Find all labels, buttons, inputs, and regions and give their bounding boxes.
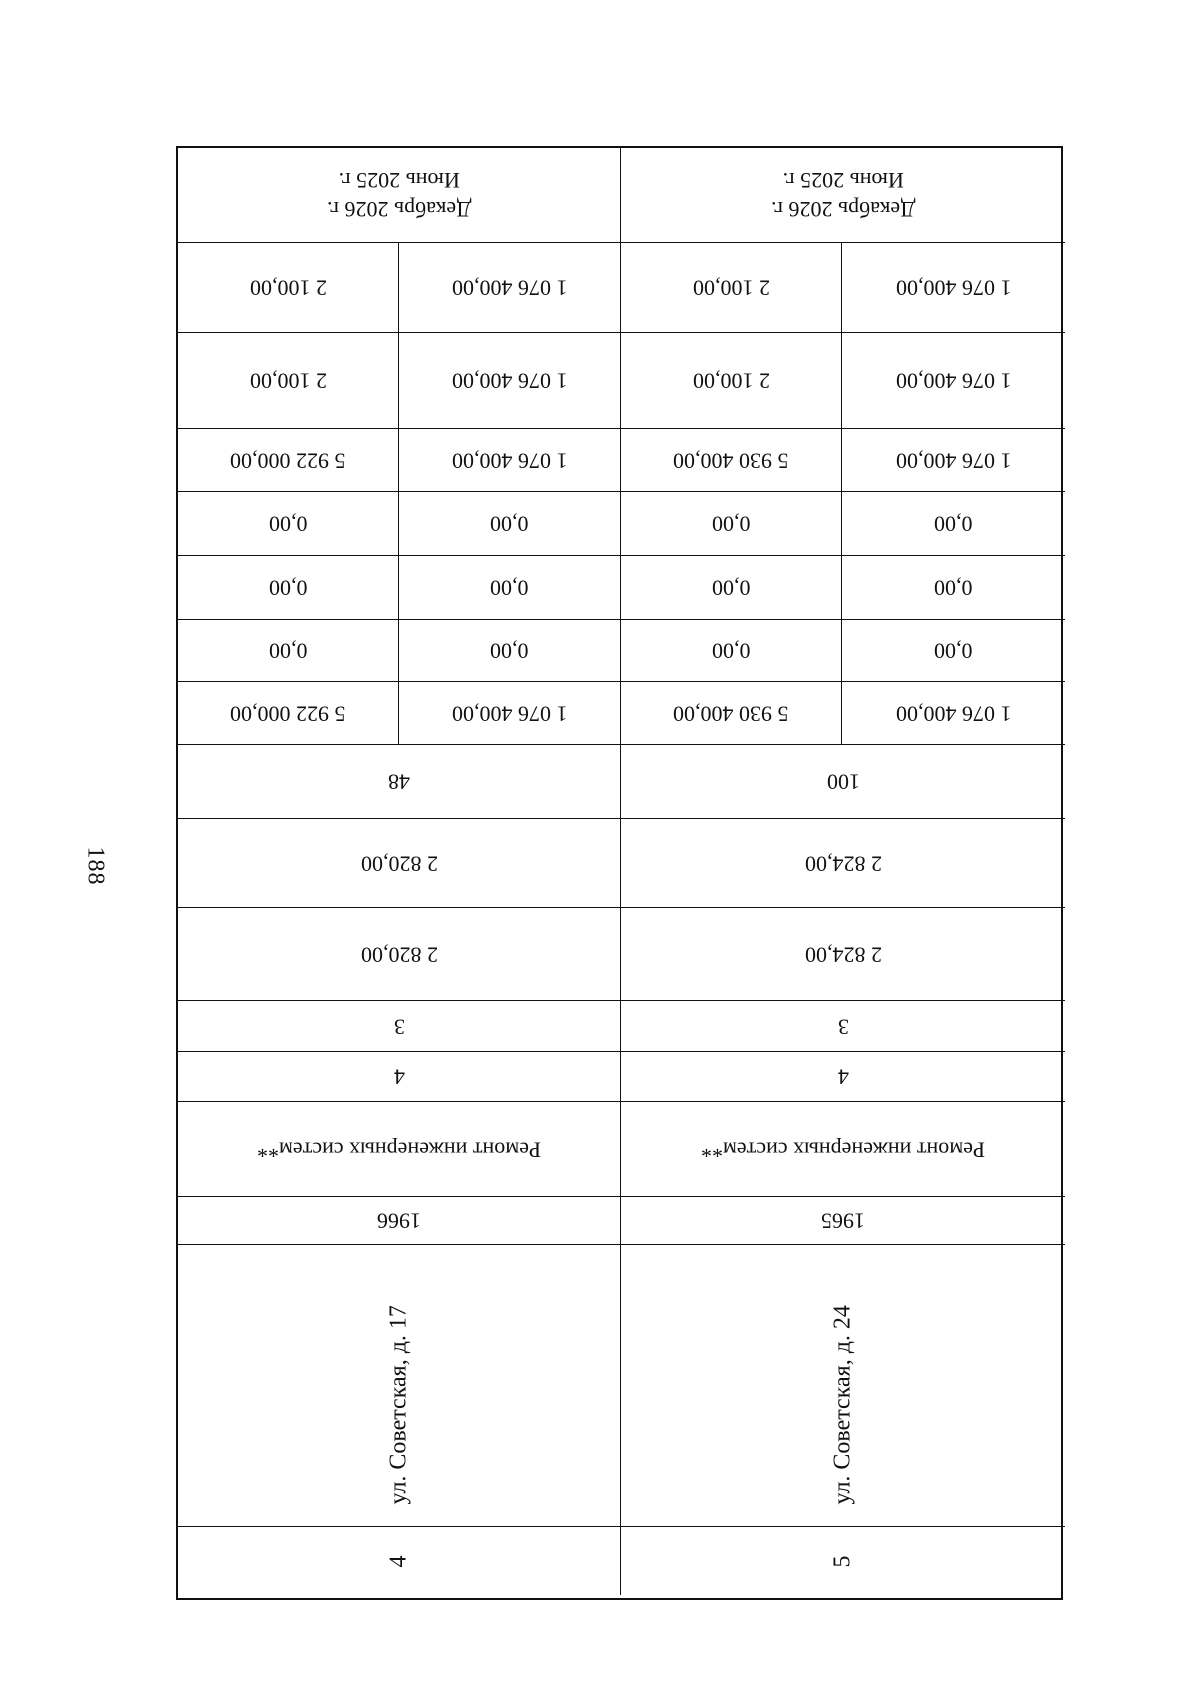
address-text: ул. Советская, д. 24 (829, 1305, 856, 1505)
cost-cell: 5 930 400,00 (621, 429, 842, 492)
row-number-cell: 5 (829, 1555, 856, 1567)
code-cell: 3 (621, 1001, 1065, 1052)
percent-cell: 48 (178, 745, 621, 819)
percent-cell: 100 (621, 745, 1065, 819)
works-table (176, 146, 1063, 1600)
year-cell: 1965 (621, 1197, 1065, 1245)
cost-cell: 2 100,00 (621, 333, 842, 429)
code-cell: 3 (178, 1001, 621, 1052)
cost-cell: 1 076 400,00 (842, 333, 1065, 429)
row-number-cell: 4 (178, 1527, 621, 1595)
cost-cell: 0,00 (621, 556, 842, 620)
period-line-2: Декабрь 2026 г. (326, 197, 472, 223)
cost-cell: 5 930 400,00 (621, 682, 842, 745)
cost-cell: 0,00 (178, 556, 399, 620)
cost-cell: 0,00 (178, 492, 399, 556)
period-cell-row5 (621, 148, 1065, 243)
cost-cell: 1 076 400,00 (842, 243, 1065, 333)
cost-cell: 0,00 (399, 492, 621, 556)
cost-cell: 1 076 400,00 (399, 429, 621, 492)
code-cell: 4 (621, 1052, 1065, 1102)
cost-cell: 5 922 000,00 (178, 429, 399, 492)
cost-cell: 1 076 400,00 (842, 429, 1065, 492)
cost-cell: 2 100,00 (621, 243, 842, 333)
cost-cell: 0,00 (621, 620, 842, 682)
cost-cell: 2 100,00 (178, 243, 399, 333)
address-cell (178, 1245, 621, 1527)
cost-cell: 1 076 400,00 (399, 333, 621, 429)
code-cell: 4 (178, 1052, 621, 1102)
work-type-cell: Ремонт инженерных систем** (178, 1102, 621, 1197)
cost-cell: 0,00 (842, 556, 1065, 620)
unit-cost-cell: 2 820,00 (178, 819, 621, 908)
cost-cell: 2 100,00 (178, 333, 399, 429)
cost-cell: 0,00 (621, 492, 842, 556)
period-cell-row4 (178, 148, 621, 243)
address-text: ул. Советская, д. 17 (385, 1305, 412, 1505)
cost-cell: 1 076 400,00 (399, 243, 621, 333)
cost-cell: 0,00 (178, 620, 399, 682)
unit-cost-cell: 2 824,00 (621, 908, 1065, 1001)
cost-cell: 0,00 (399, 556, 621, 620)
period-line-1: Июнь 2025 г. (782, 169, 904, 194)
cost-cell: 1 076 400,00 (842, 682, 1065, 745)
cost-cell: 0,00 (399, 620, 621, 682)
unit-cost-cell: 2 820,00 (178, 908, 621, 1001)
work-type-cell: Ремонт инженерных систем** (621, 1102, 1065, 1197)
cost-cell: 1 076 400,00 (399, 682, 621, 745)
cost-cell: 5 922 000,00 (178, 682, 399, 745)
page-number: 188 (82, 846, 109, 886)
period-line-2: Декабрь 2026 г. (770, 197, 916, 223)
address-cell (621, 1245, 1065, 1527)
cost-cell: 0,00 (842, 492, 1065, 556)
year-cell: 1966 (178, 1197, 621, 1245)
cost-cell: 0,00 (842, 620, 1065, 682)
unit-cost-cell: 2 824,00 (621, 819, 1065, 908)
period-line-1: Июнь 2025 г. (338, 169, 460, 194)
